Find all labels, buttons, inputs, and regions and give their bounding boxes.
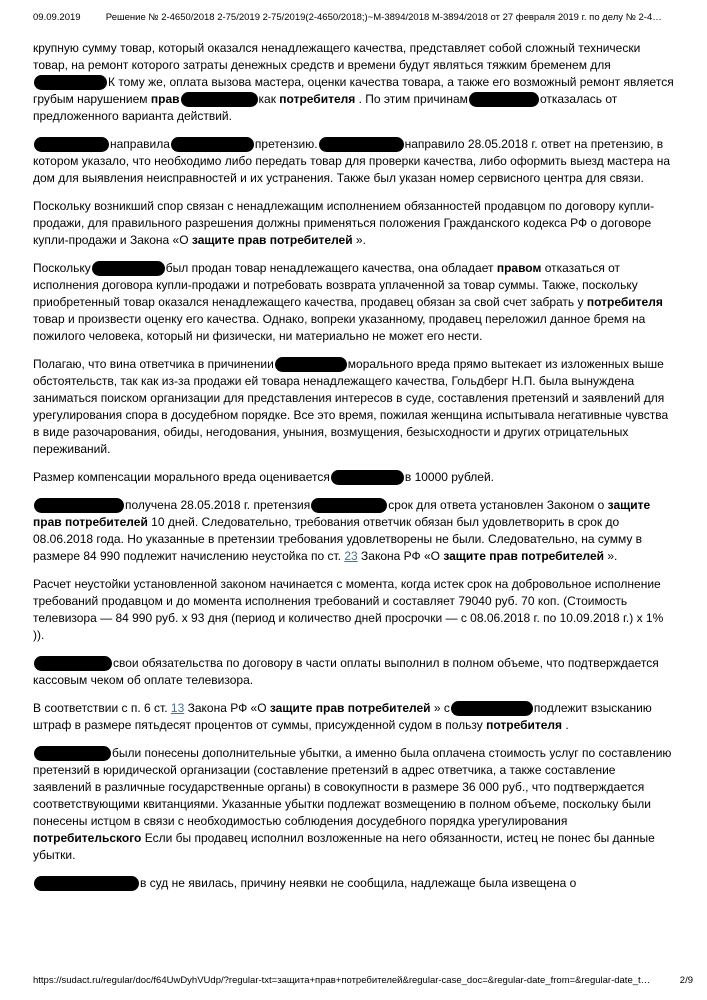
statute-link-13[interactable]: 13 <box>170 701 185 715</box>
text-segment: ». <box>604 549 618 563</box>
text-segment: Закона РФ «О <box>357 549 444 563</box>
text-segment: отказалась от предложенного варианта действий. <box>33 92 618 123</box>
paragraph <box>33 40 674 125</box>
text-segment: ». <box>352 233 366 247</box>
statute-link-23[interactable]: 23 <box>344 549 358 563</box>
paragraph <box>33 198 674 249</box>
bold-text-segment: правом <box>496 261 542 275</box>
text-segment: направило 28.05.2018 г. ответ на претензию, в котором указало, что необходимо либо передать товар для проверки качества, либо оформить выезд мастера на дом для выявления неисправностей и их устранения. Также был указан номер сервисного центра для связи. <box>33 137 670 185</box>
redaction-bar <box>319 137 404 152</box>
text-segment: направила <box>110 137 170 151</box>
print-header <box>33 12 687 23</box>
print-date: 09.09.2019 <box>33 12 81 23</box>
paragraph <box>33 136 674 187</box>
text-segment: Размер компенсации морального вреда оценивается <box>33 470 330 484</box>
text-segment: как <box>258 92 280 106</box>
text-segment: в суд не явилась, причину неявки не сообщила, надлежаще была извещена о <box>140 876 577 890</box>
text-segment: отказаться от исполнения договора купли-продажи и потребовать возврата уплаченной за товар суммы. Также, поскольку приобретенный товар оказался ненадлежащего качества, продавец обязан за свой счет забрать у <box>33 261 638 309</box>
redaction-bar <box>311 498 387 513</box>
text-segment: свои обязательства по договору в части оплаты выполнил в полном объеме, что подтверждается кассовым чеком об оплате телевизора. <box>33 656 659 687</box>
redaction-bar <box>34 75 107 90</box>
bold-text-segment: потребителя <box>586 295 663 309</box>
redaction-bar <box>34 876 139 891</box>
paragraph <box>33 655 674 689</box>
text-segment: срок для ответа установлен Законом о <box>388 498 608 512</box>
paragraph <box>33 875 674 892</box>
text-segment: подлежит взысканию штраф в размере пятьдесят процентов от суммы, присужденной судом в пользу <box>33 701 652 732</box>
redaction-bar <box>34 656 112 671</box>
redaction-bar <box>275 357 347 372</box>
text-segment: Полагаю, что вина ответчика в причинении <box>33 357 274 371</box>
redaction-bar <box>331 470 404 485</box>
redaction-bar <box>451 701 533 716</box>
paragraph <box>33 469 674 486</box>
redaction-bar <box>34 498 124 513</box>
text-segment: Если бы продавец исполнил возложенные на него обязанности, истец не понес бы данные убытки. <box>33 831 655 862</box>
document-body <box>33 40 674 903</box>
paragraph <box>33 700 674 734</box>
text-segment: Поскольку возникший спор связан с ненадлежащим исполнением обязанностей продавцом по договору купли-продажи, для правильного разрешения должны применяться положения Гражданского кодекса РФ о договоре купли-продажи и Закона «О <box>33 199 655 247</box>
paragraph <box>33 745 674 864</box>
redaction-bar <box>92 261 165 276</box>
paragraph <box>33 356 674 458</box>
text-segment: были понесены дополнительные убытки, а именно была оплачена стоимость услуг по составлению претензий в юридической организации (составление претензий в адрес ответчика, а также составление заявлений в различные государственные органы) в совокупности в размере 36 000 руб., что подтверждается соответствующими квитанциями. Указанные убытки подлежат возмещению в полном объеме, поскольку были понесены истцом в связи с необходимостью соблюдения досудебного порядка урегулирования <box>33 746 672 828</box>
paragraph <box>33 576 674 644</box>
redaction-bar <box>181 92 258 107</box>
bold-text-segment: прав <box>150 92 180 106</box>
text-segment: был продан товар ненадлежащего качества, она обладает <box>165 261 497 275</box>
paragraph <box>33 497 674 565</box>
text-segment: крупную сумму товар, который оказался ненадлежащего качества, представляет собой сложный технически товар, на ремонт которого затраты денежных средств и времени будут являться тяжким бременем для <box>33 41 641 72</box>
text-segment: получена 28.05.2018 г. претензия <box>125 498 311 512</box>
source-url: https://sudact.ru/regular/doc/f64UwDyhVUdp/?regular-txt=защита+прав+потребителей&regular-case_doc=&regular-date_from=&regular-date_t… <box>33 975 651 986</box>
text-segment: . По этим причинам <box>355 92 468 106</box>
bold-text-segment: защите прав потребителей <box>269 701 431 715</box>
print-footer <box>33 975 693 986</box>
text-segment: Поскольку <box>33 261 91 275</box>
text-segment: 10 дней. Следовательно, требования ответчик обязан был удовлетворить в срок до 08.06.2018 года. Но указанные в претензии требования удовлетворены не были. Следовательно, на сумму в размере 84 990 подлежит начислению неустойка по ст. <box>33 515 643 563</box>
text-segment: К тому же, оплата вызова мастера, оценки качества товара, а также его возможный ремонт является грубым нарушением <box>33 75 674 106</box>
text-segment: . <box>562 718 569 732</box>
document-title: Решение № 2-4650/2018 2-75/2019 2-75/2019(2-4650/2018;)~М-3894/2018 М-3894/2018 от 27 февраля 2019 г. по делу № 2-4… <box>105 12 662 23</box>
redaction-bar <box>34 137 109 152</box>
text-segment: Расчет неустойки установленной законом начинается с момента, когда истек срок на добровольное исполнение требований продавцом и до момента исполнения требований и составляет 79040 руб. 70 коп. (Стоимость телевизора — 84 990 руб. х 93 дня (период и количество дней просрочки — с 08.06.2018 г. по 10.09.2018 г.) х 1% )). <box>33 577 664 642</box>
bold-text-segment: потребителя <box>486 718 563 732</box>
bold-text-segment: потребительского <box>33 831 142 845</box>
text-segment: в 10000 рублей. <box>404 470 494 484</box>
redaction-bar <box>34 746 111 761</box>
bold-text-segment: защите прав потребителей <box>443 549 605 563</box>
text-segment: Закона РФ «О <box>184 701 270 715</box>
text-segment: товар и произвести оценку его качества. Однако, вопреки указанному, продавец переложил данное бремя на пожилого человека, который ни физически, ни материально не может его нести. <box>33 312 646 343</box>
bold-text-segment: защите прав потребителей <box>191 233 353 247</box>
bold-text-segment: защите прав потребителей <box>33 498 651 529</box>
text-segment: В соответствии с п. 6 ст. <box>33 701 171 715</box>
text-segment: морального вреда прямо вытекает из изложенных выше обстоятельств, так как из-за продажи ей товара ненадлежащего качества, Гольдберг Н.П. была вынуждена заниматься поиском организации для представления интересов в суде, составления претензий и заявлений для урегулирования спора в досудебном порядке. Все это время, пожилая женщина испытывала негативные чувства в виде разочарования, обиды, негодования, уныния, возмущения, безысходности и других отрицательных переживаний. <box>33 357 669 456</box>
redaction-bar <box>469 92 539 107</box>
bold-text-segment: потребителя <box>279 92 356 106</box>
redaction-bar <box>171 137 254 152</box>
paragraph <box>33 260 674 345</box>
page-indicator: 2/9 <box>679 975 693 986</box>
text-segment: претензию. <box>254 137 318 151</box>
text-segment: » с <box>430 701 450 715</box>
